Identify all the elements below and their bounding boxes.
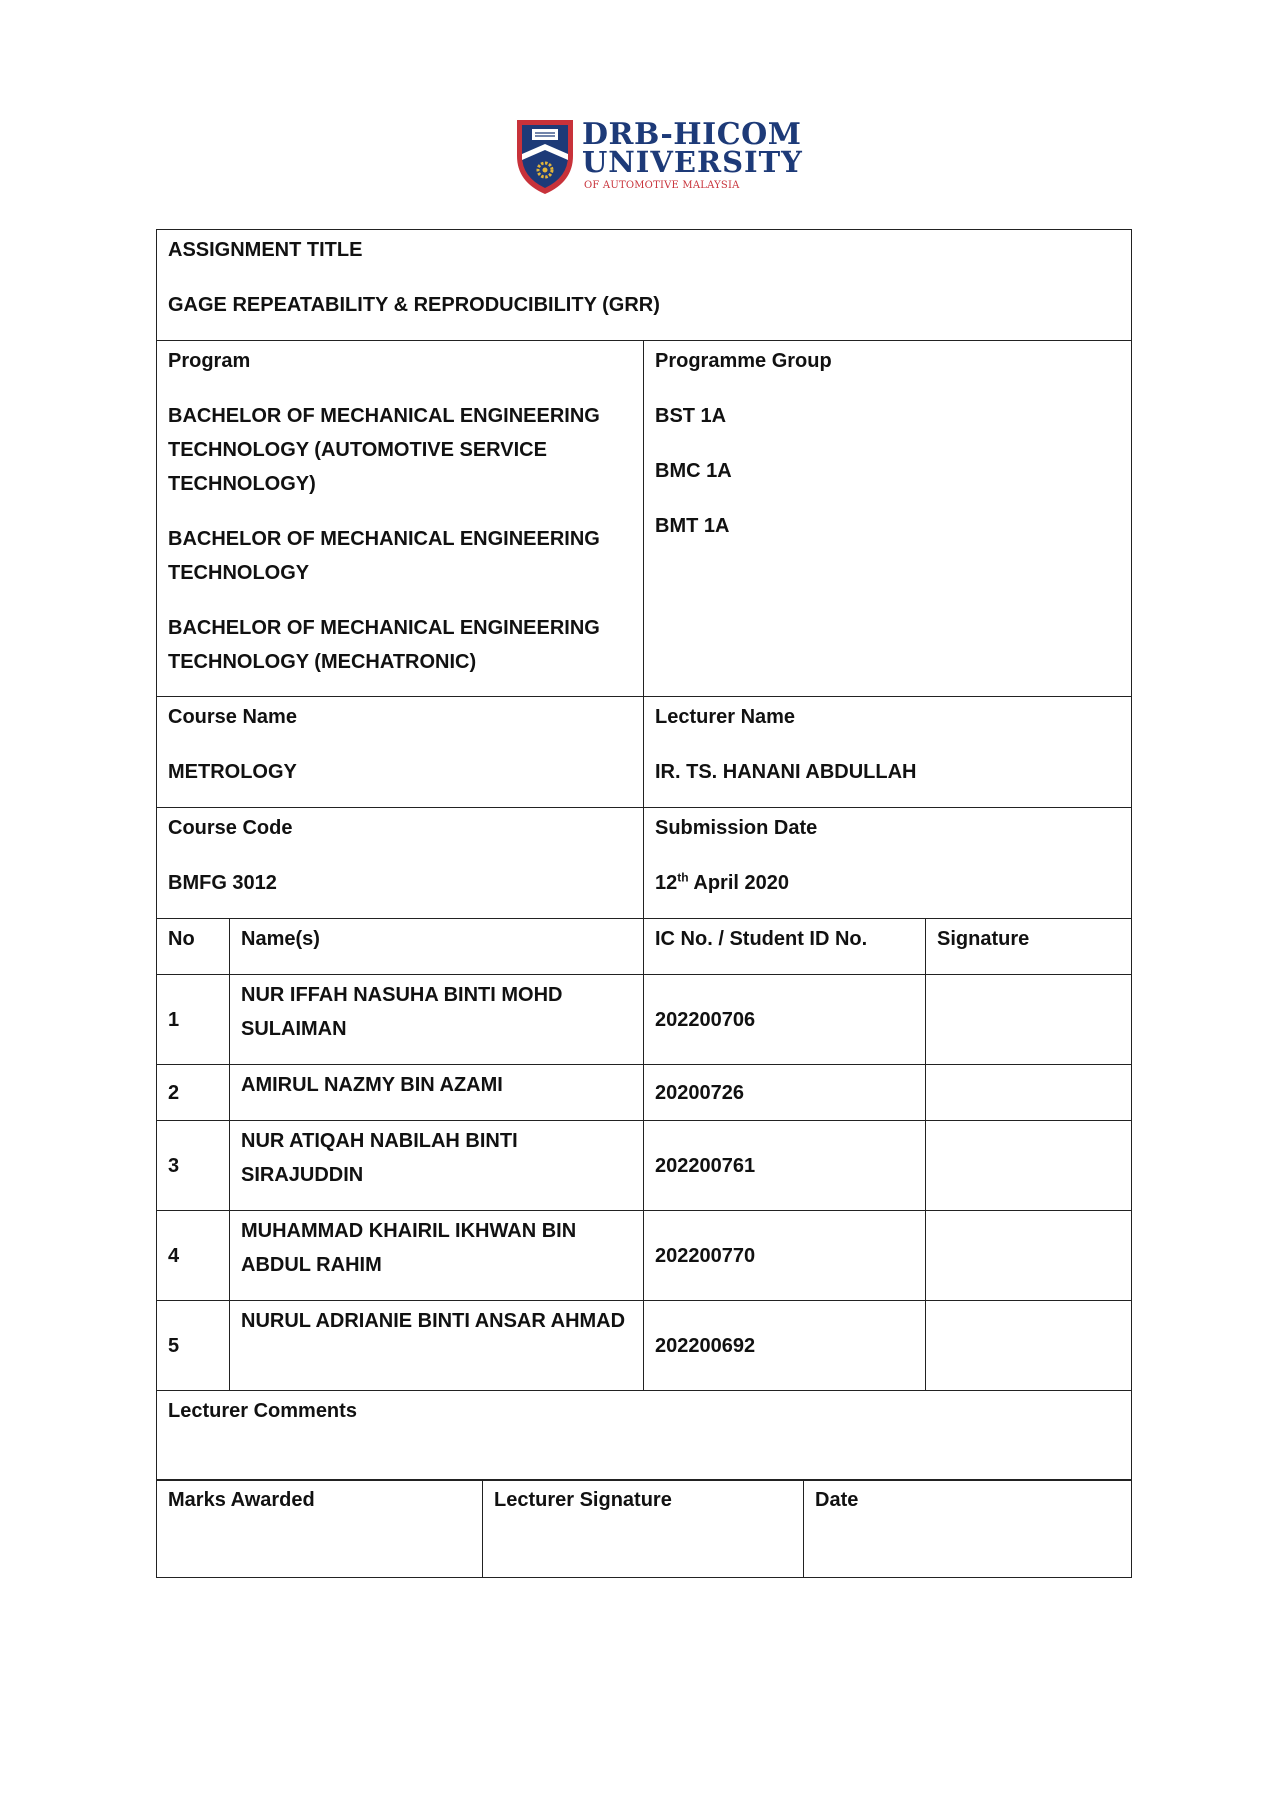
student-id: 20200726 [644, 1065, 926, 1121]
student-no: 3 [157, 1121, 230, 1211]
date-cell[interactable] [804, 1480, 1132, 1578]
student-signature[interactable] [926, 1211, 1132, 1301]
lecturer-comments-row [157, 1391, 1132, 1481]
marks-table [156, 1479, 1132, 1578]
program-item: BACHELOR OF MECHANICAL ENGINEERING TECHNOLOGY (MECHATRONIC) [168, 617, 600, 673]
lecturer-signature-label: Lecturer Signature [494, 1489, 672, 1511]
submission-month-year: April 2020 [688, 872, 789, 894]
student-id: 202200706 [644, 975, 926, 1065]
student-name: NUR IFFAH NASUHA BINTI MOHD SULAIMAN [230, 975, 644, 1065]
course-code-label: Course Code [168, 817, 293, 839]
table-row [157, 1301, 1132, 1391]
course-name: METROLOGY [168, 761, 297, 783]
submission-date [655, 866, 1120, 900]
student-no: 2 [157, 1065, 230, 1121]
table-row [157, 1121, 1132, 1211]
program-row [157, 341, 1132, 697]
assignment-title-cell [157, 230, 1132, 341]
logo-title: DRB-HICOM [582, 117, 802, 152]
assignment-title: GAGE REPEATABILITY & REPRODUCIBILITY (GRR) [168, 294, 660, 316]
program-item: BACHELOR OF MECHANICAL ENGINEERING TECHNOLOGY [168, 528, 600, 584]
programme-group-label: Programme Group [655, 350, 832, 372]
course-code: BMFG 3012 [168, 872, 277, 894]
student-signature[interactable] [926, 975, 1132, 1065]
course-code-cell [157, 808, 644, 919]
header-no: No [157, 919, 230, 975]
programme-group-item: BMC 1A [655, 460, 732, 482]
course-name-label: Course Name [168, 706, 297, 728]
marks-row [157, 1480, 1132, 1578]
assignment-title-row [157, 230, 1132, 341]
lecturer-name: IR. TS. HANANI ABDULLAH [655, 761, 917, 783]
program-cell [157, 341, 644, 697]
course-name-row [157, 697, 1132, 808]
student-id: 202200761 [644, 1121, 926, 1211]
submission-date-cell [644, 808, 1132, 919]
table-row [157, 1065, 1132, 1121]
course-name-cell [157, 697, 644, 808]
lecturer-comments-cell[interactable] [157, 1391, 1132, 1481]
programme-group-item: BMT 1A [655, 515, 730, 537]
crest-icon [514, 116, 576, 196]
header-signature: Signature [926, 919, 1132, 975]
submission-day-suffix: th [677, 870, 689, 885]
table-row [157, 975, 1132, 1065]
lecturer-name-label: Lecturer Name [655, 706, 796, 728]
student-no: 1 [157, 975, 230, 1065]
programme-group-cell [644, 341, 1132, 697]
student-name: NURUL ADRIANIE BINTI ANSAR AHMAD [230, 1301, 644, 1391]
student-name: NUR ATIQAH NABILAH BINTI SIRAJUDDIN [230, 1121, 644, 1211]
assignment-cover-form [156, 229, 1132, 1481]
student-signature[interactable] [926, 1065, 1132, 1121]
table-row [157, 1211, 1132, 1301]
logo-subtitle: UNIVERSITY [582, 145, 803, 179]
program-label: Program [168, 350, 251, 372]
student-name: MUHAMMAD KHAIRIL IKHWAN BIN ABDUL RAHIM [230, 1211, 644, 1301]
submission-date-label: Submission Date [655, 817, 818, 839]
marks-awarded-label: Marks Awarded [168, 1489, 315, 1511]
lecturer-signature-cell[interactable] [483, 1480, 804, 1578]
program-item: BACHELOR OF MECHANICAL ENGINEERING TECHNOLOGY (AUTOMOTIVE SERVICE TECHNOLOGY) [168, 405, 600, 495]
student-name: AMIRUL NAZMY BIN AZAMI [230, 1065, 644, 1121]
student-no: 4 [157, 1211, 230, 1301]
header-student-id: IC No. / Student ID No. [644, 919, 926, 975]
student-signature[interactable] [926, 1301, 1132, 1391]
student-id: 202200770 [644, 1211, 926, 1301]
lecturer-name-cell [644, 697, 1132, 808]
header-names: Name(s) [230, 919, 644, 975]
logo-tagline: OF AUTOMOTIVE MALAYSIA [584, 180, 740, 191]
student-no: 5 [157, 1301, 230, 1391]
course-code-row [157, 808, 1132, 919]
assignment-title-label: ASSIGNMENT TITLE [168, 239, 363, 261]
date-label: Date [815, 1489, 859, 1511]
university-logo [514, 116, 803, 196]
students-header-row [157, 919, 1132, 975]
student-signature[interactable] [926, 1121, 1132, 1211]
programme-group-item: BST 1A [655, 405, 727, 427]
submission-day: 12 [655, 872, 678, 894]
student-id: 202200692 [644, 1301, 926, 1391]
lecturer-comments-label: Lecturer Comments [168, 1400, 357, 1422]
marks-awarded-cell[interactable] [157, 1480, 483, 1578]
